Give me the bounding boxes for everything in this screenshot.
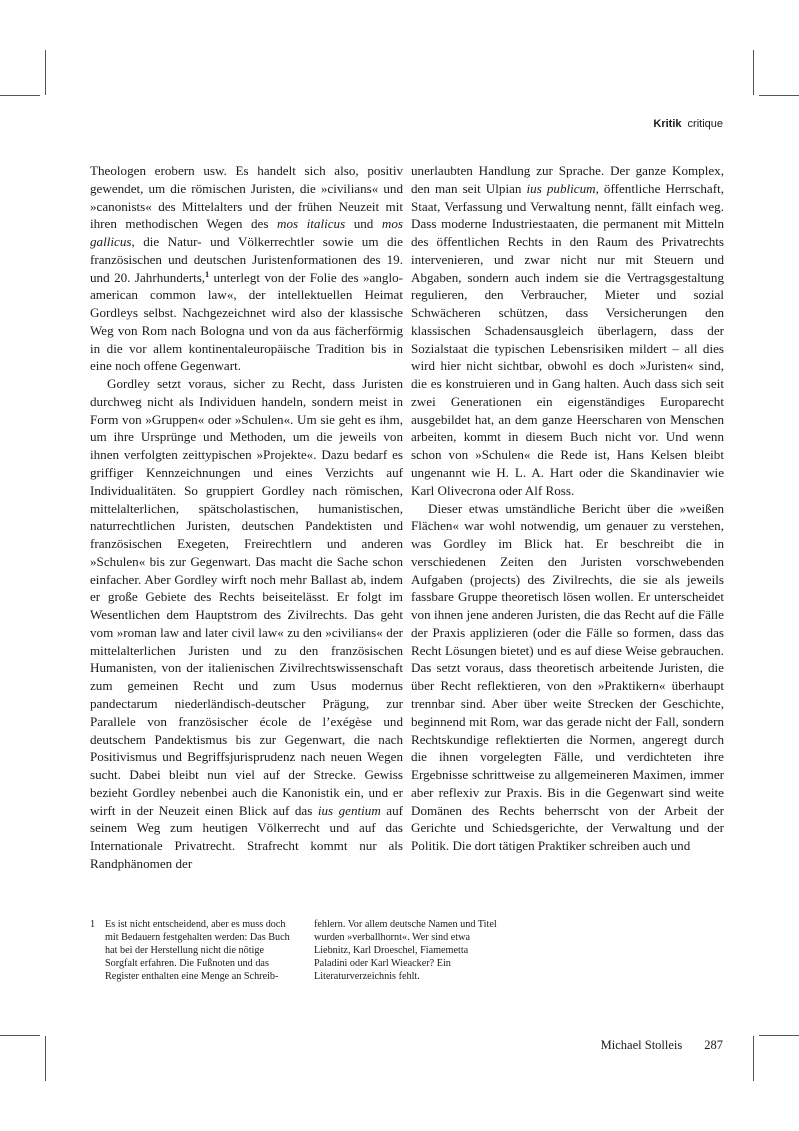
italic-term: mos italicus [277,216,346,232]
paragraph-4: Dieser etwas umständliche Bericht über die »weißen Flächen« war wohl notwendig, um genauer zu verstehen, was Gordley im Blick hat. Er beschreibt die in verschiedenen Zeiten den Juristen vorschwebenden Aufgaben (projects) des Zivilrechts, die sie als jeweils fassbare Gruppe theoretisch lösen wollen. Er unterscheidet von ihnen jene anderen Juristen, die das Recht auf die Fälle der Praxis applizieren (oder die Fälle so formen, dass das Recht Lösungen bietet) und es auf diese Weise gebrauchen. Das setzt voraus, dass theoretisch arbeitende Juristen, die über Recht reflektieren, von den »Praktikern« überhaupt trennbar sind. Aber über weite Strecken der Geschichte, beginnend mit Rom, war das gerade nicht der Fall, sondern Rechtskundige reflektierten die Normen, angeregt durch die ihnen vorgelegten Fälle, und verdichteten ihre Ergebnisse schrittweise zu allgemeineren Maximen, immer aber reflexiv zur Praxis. Bis in die Gegenwart sind weite Domänen des Rechts beherrscht von der Arbeit der Gerichte und Schiedsgerichte, der Verwaltung und der Politik. Die dort tätigen Praktiker schreiben auch und [411,500,724,854]
rubric-label: Kritik [653,118,682,130]
crop-mark-top-right-h [759,95,799,96]
running-header [560,117,723,131]
author-name: Michael Stolleis [600,1038,683,1052]
crop-mark-bottom-left-h [0,1035,40,1036]
crop-mark-top-left-h [0,95,40,96]
page-footer [520,1037,723,1053]
italic-term: ius publicum [526,180,596,196]
right-column [411,162,724,855]
footnote-ref[interactable]: 1 [205,269,210,279]
page-number: 287 [704,1038,723,1052]
italic-term: mos gallicus [90,216,403,250]
paragraph-3: unerlaubten Handlung zur Sprache. Der ganze Komplex, den man seit Ulpian ius publicum, öffentliche Herrschaft, Staat, Verfassung und Verwaltung nennt, fällt einfach weg. Dass moderne Industriestaaten, die permanent mit Mitteln des öffentlichen Rechts in den Raum des Privatrechts intervenieren, und zwar nicht nur mit Steuern und Abgaben, sondern auch indem sie die Vertragsgestaltung regulieren, den Verbraucher, Mieter und sozial Schwächeren schützen, dass Versicherungen den klassischen Schadensausgleich überlagern, dass der Sozialstaat die typischen Lebensrisiken mildert – all dies wird hier nicht sichtbar, obwohl es doch »Juristen« sind, die es konstruieren und in Gang halten. Auch dass sich seit zwei Generationen ein eigenständiges Europarecht ausgebildet hat, an dem ganze Heerscharen von Menschen arbeiten, kommt in diesem Buch nicht vor. Und wenn schon von »Schulen« die Rede ist, Hans Kelsen bleibt ungenannt wie H. L. A. Hart oder die Skandinavier wie Karl Olivecrona oder Alf Ross. [411,163,724,498]
paragraph-2: Gordley setzt voraus, sicher zu Recht, dass Juristen durchweg nicht als Individuen handeln, sondern meist in Form von »Gruppen« oder »Schulen«. Um sie geht es ihm, um ihre Ursprünge und Methoden, um die jeweils von ihnen verfolgten zeittypischen »Projekte«. Dazu bedarf es griffiger Kennzeichnungen und eines Verzichts auf Individualitäten. So gruppiert Gordley nach römischen, mittelalterlichen, spätscholastischen, humanistischen, naturrechtlichen Juristen, deutschen Pandektisten und französischen Exegeten, Freirechtlern und anderen »Schulen« bis zur Gegenwart. Das macht die Sache schon einfacher. Aber Gordley wirft noch mehr Ballast ab, indem er große Gebiete des Rechts beiseitelässt. Er folgt im Wesentlichen dem Hauptstrom des Zivilrechts. Das geht vom »roman law and later civil law« zu den »civilians« der mittelalterlichen Juristen und zu den französischen Humanisten, von der italienischen Zivilrechtswissenschaft zum gemeinen Recht und zum Usus modernus pandectarum niederländisch-deutscher Prägung, zur Parallele von französischer école de l’exégèse und deutschem Pandektismus bis zur Gegenwart, die nach Positivismus und Begriffsjurisprudenz nach neuen Wegen sucht. Dabei bleibt nun viel auf der Strecke. Gewiss bezieht Gordley nebenbei auch die Kanonistik ein, und er wirft in der Neuzeit einen Blick auf das ius gentium auf seinem Weg zum heutigen Völkerrecht und auf das Internationale Privatrecht. Strafrecht kommt nur als Randphänomen der [90,376,403,871]
crop-mark-bottom-right [753,1036,754,1081]
paragraph-1: Theologen erobern usw. Es handelt sich also, positiv gewendet, um die römischen Juristen, die »civilians« und »canonists« des Mittelalters und der frühen Neuzeit mit ihren methodischen Wegen des mos italicus und mos gallicus, die Natur- und Völkerrechtler sowie um die französischen und deutschen Juristenformationen des 19. und 20. Jahrhunderts,$^1$ unterlegt von der Folie des »anglo-american common law«, der intellektuellen Heimat Gordleys selbst. Nachgezeichnet wird also der klassische Weg von Rom nach Bologna und von da aus fächerförmig in die vor allem kontinentaleuropäische Tradition bis in eine noch offene Gegenwart. [90,163,403,374]
crop-mark-top-left [45,50,46,95]
footnote-col-b: fehlern. Vor allem deutsche Namen und Titel wurden »verballhornt«. Wer sind etwa Liebnitz, Karl Droeschel, Fiamemetta Paladini oder Karl Wieacker? Ein Literaturverzeichnis fehlt. [314,919,497,982]
crop-mark-bottom-right-h [759,1035,799,1036]
footnote-number: 1 [90,919,96,930]
crop-mark-bottom-left [45,1036,46,1081]
italic-term: ius gentium [317,802,381,818]
left-column [90,162,403,873]
crop-mark-top-right [753,50,754,95]
rubric-label-fr: critique [687,118,723,130]
footnote-col-a: Es ist nicht entscheidend, aber es muss doch mit Bedauern festgehalten werden: Das Buch hat bei der Herstellung nicht die nötige Sorgfalt erfahren. Die Fußnoten und das Register enthalten eine Menge an Schreib- [105,919,290,982]
